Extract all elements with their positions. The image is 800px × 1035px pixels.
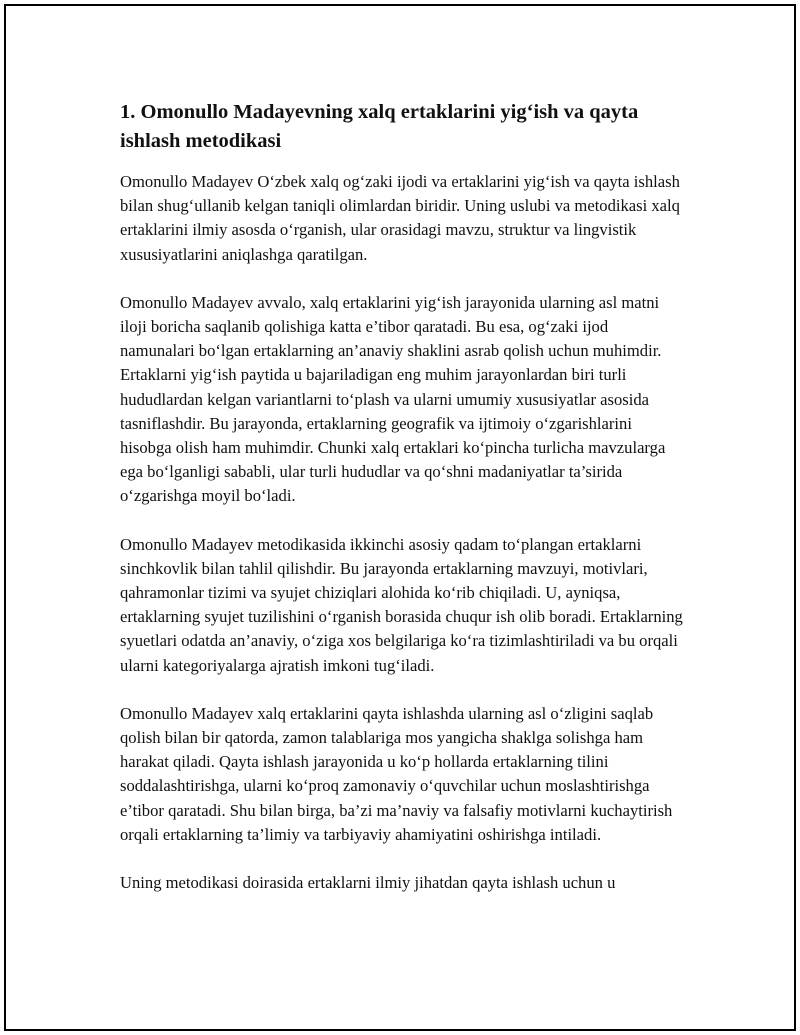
paragraph-1: Omonullo Madayev O‘zbek xalq og‘zaki ijodi va ertaklarini yig‘ish va qayta ishlash bilan shug‘ullanib kelgan taniqli olimlardan biridir. Uning uslubi va metodikasi xalq ertaklarini ilmiy asosda o‘rganish, ular orasidagi mavzu, struktur va lingvistik xususiyatlarini aniqlashga qaratilgan. — [120, 172, 680, 264]
paragraph-2: Omonullo Madayev avvalo, xalq ertaklarini yig‘ish jarayonida ularning asl matni iloji boricha saqlanib qolishiga katta e’tibor qaratadi. Bu esa, og‘zaki ijod namunalari bo‘lgan ertaklarning an’anaviy shaklini asrab qolish uchun muhimdir. Ertaklarni yig‘ish paytida u bajariladigan eng muhim jarayonlardan biri turli hududlardan kelgan variantlarni to‘plash va ularni umumiy xususiyatlar asosida tasniflashdir. Bu jarayonda, ertaklarning geografik va ijtimoiy o‘zgarishlarini hisobga olish ham muhimdir. Chunki xalq ertaklari ko‘pincha turlicha mavzularga ega bo‘lganligi sababli, ular turli hududlar va qo‘shni madaniyatlar ta’sirida o‘zgarishga moyil bo‘ladi. — [120, 292, 666, 506]
page-frame — [4, 4, 796, 1031]
document-body — [120, 98, 686, 919]
section-heading: 1. Omonullo Madayevning xalq ertaklarini yig‘ish va qayta ishlash metodikasi — [120, 101, 639, 152]
paragraph-4: Omonullo Madayev xalq ertaklarini qayta ishlashda ularning asl o‘zligini saqlab qolish bilan bir qatorda, zamon talablariga mos yangicha shaklga solishga ham harakat qiladi. Qayta ishlash jarayonida u ko‘p hollarda ertaklarning tilini soddalashtirishga, ularni ko‘proq zamonaviy o‘quvchilar uchun moslashtirishga e’tibor qaratadi. Shu bilan birga, ba’zi ma’naviy va falsafiy motivlarni kuchaytirish orqali ertaklarning ta’limiy va tarbiyaviy ahamiyatini oshirishga intiladi. — [120, 703, 673, 844]
paragraph-3: Omonullo Madayev metodikasida ikkinchi asosiy qadam to‘plangan ertaklarni sinchkovlik bilan tahlil qilishdir. Bu jarayonda ertaklarning mavzuyi, motivlari, qahramonlar tizimi va syujet chiziqlari alohida ko‘rib chiqiladi. U, ayniqsa, ertaklarning syujet tuzilishini o‘rganish borasida chuqur ish olib boradi. Ertaklarning syuetlari odatda an’anaviy, o‘ziga xos belgilariga ko‘ra tizimlashtiriladi va bu orqali ularni kategoriyalarga ajratish imkoni tug‘iladi. — [120, 534, 683, 675]
paragraph-5: Uning metodikasi doirasida ertaklarni ilmiy jihatdan qayta ishlash uchun u — [120, 873, 616, 893]
